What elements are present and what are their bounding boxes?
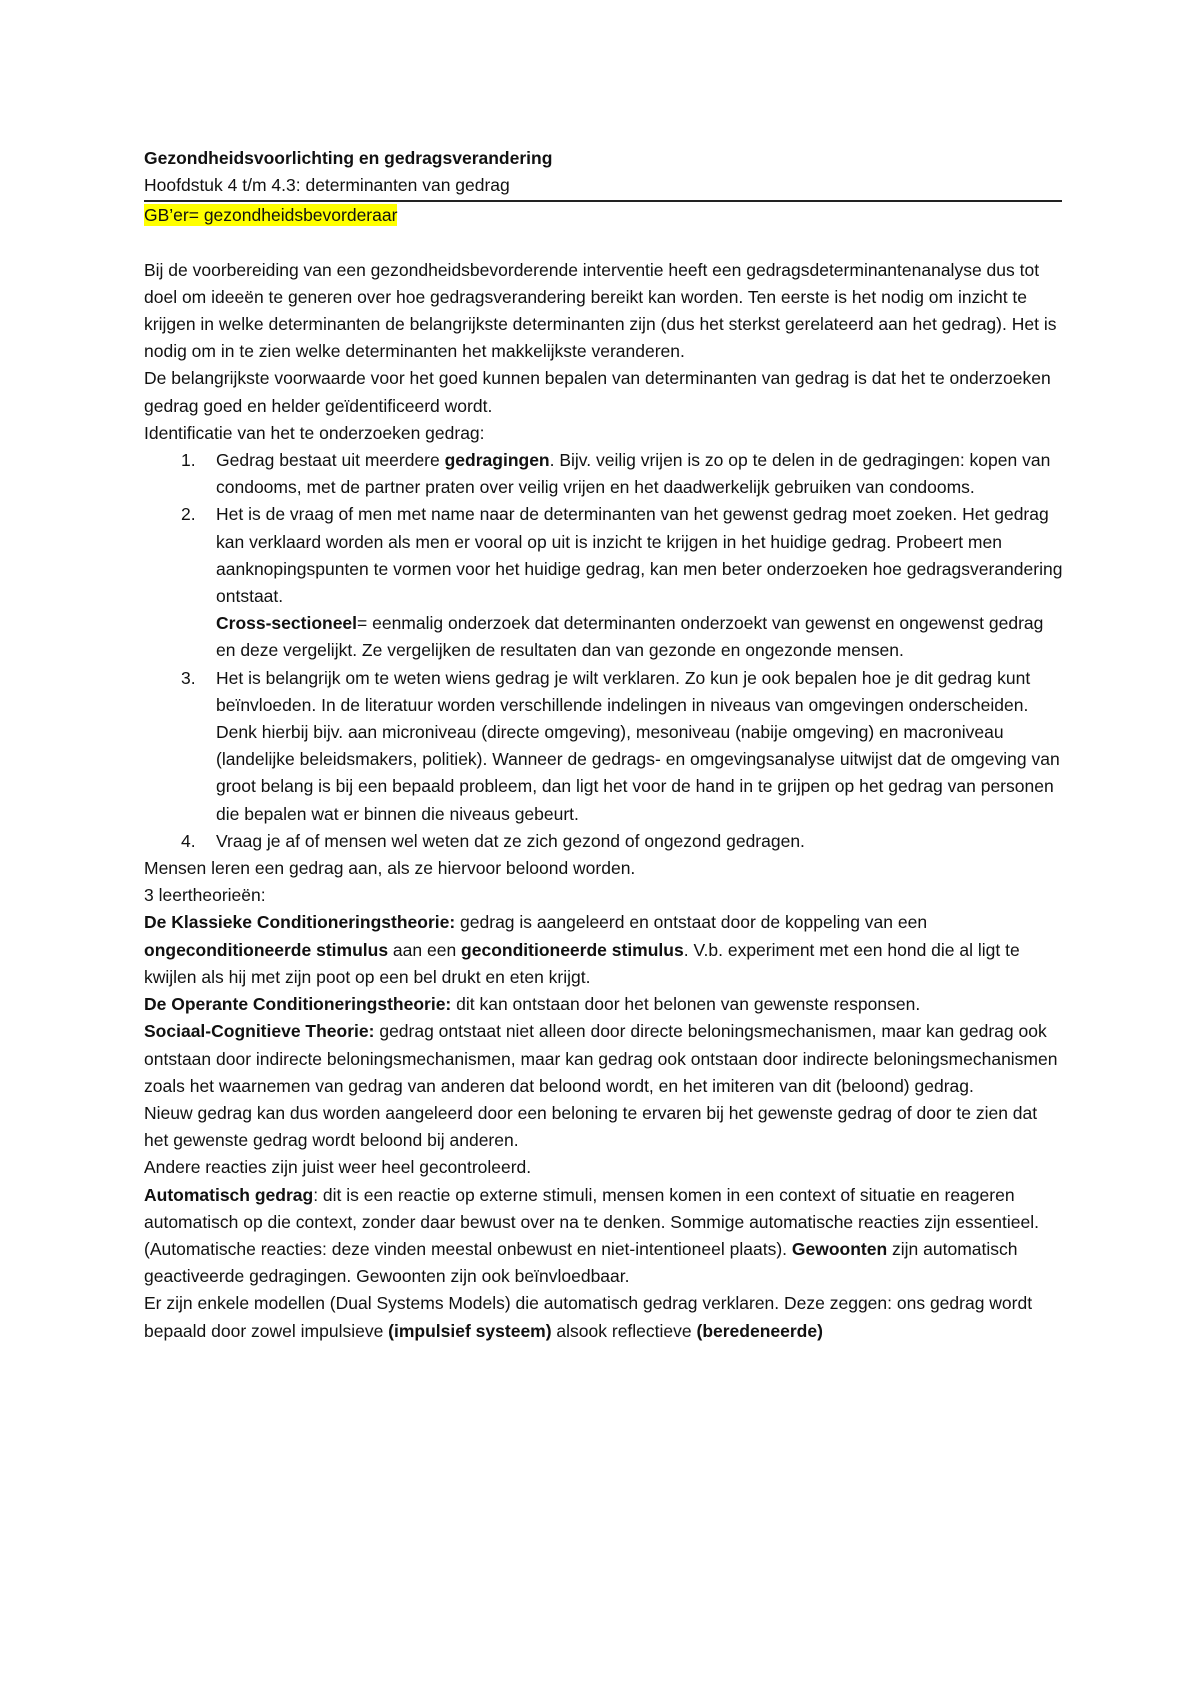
controlled-reactions-paragraph: Andere reacties zijn juist weer heel gecontroleerd.: [144, 1157, 532, 1178]
conditioned-stimulus-term: geconditioneerde stimulus: [461, 939, 684, 960]
list-item: [144, 447, 1064, 501]
document-body: [144, 145, 1064, 1345]
learning-theories-heading: 3 leertheorieën:: [144, 885, 266, 906]
list-item-text: Het is de vraag of men met name naar de determinanten van het gewenst gedrag moet zoeken. Het gedrag kan verklaard worden als men er vooral op uit is inzicht te krijgen in het huidige gedrag. Probeert men aanknopingspunten te vormen voor het huidige gedrag, kan men beter onderzoeken hoe gedragsverandering ontstaat.: [216, 504, 1063, 607]
classical-conditioning-paragraph: [144, 909, 1064, 991]
operant-conditioning-paragraph: [144, 991, 1064, 1018]
list-number: 1.: [181, 450, 196, 471]
habits-text: zijn automatisch geactiveerde gedragingen. Gewoonten zijn ook beïnvloedbaar.: [144, 1238, 1018, 1287]
list-item: [144, 501, 1064, 664]
social-cognitive-term: Sociaal-Cognitieve Theorie:: [144, 1021, 375, 1042]
cross-sectional-definition: = eenmalig onderzoek dat determinanten onderzoekt van gewenst en ongewenst gedrag en deze vergelijkt. Ze vergelijken de resultaten dan van gezonde en ongezonde mensen.: [216, 613, 1044, 661]
list-number: 4.: [181, 830, 196, 851]
impulsive-system-term: (impulsief systeem): [388, 1320, 552, 1341]
list-item-text-post: . Bijv. veilig vrijen is zo op te delen in de gedragingen: kopen van condooms, met de partner praten over veilig vrijen en het daadwerkelijk gebruiken van condooms.: [216, 450, 1051, 498]
reasoned-term: (beredeneerde): [696, 1320, 823, 1341]
learning-paragraph: Mensen leren een gedrag aan, als ze hiervoor beloond worden.: [144, 858, 636, 879]
automatic-behavior-paragraph: [144, 1182, 1064, 1291]
classical-conditioning-term: De Klassieke Conditioneringstheorie:: [144, 912, 456, 933]
automatic-behavior-text: : dit is een reactie op externe stimuli, mensen komen in een context of situatie en reageren automatisch op die context, zonder daar bewust over na te denken. Sommige automatische reacties zijn essentieel. (Automatische reacties: deze vinden meestal onbewust en niet-intentioneel plaats).: [144, 1184, 1039, 1259]
list-item: [144, 665, 1064, 828]
identification-heading: Identificatie van het te onderzoeken gedrag:: [144, 422, 485, 443]
operant-conditioning-term: De Operante Conditioneringstheorie:: [144, 994, 452, 1015]
cross-sectional-term: Cross-sectioneel: [216, 613, 358, 634]
intro-paragraph: Bij de voorbereiding van een gezondheidsbevorderende interventie heeft een gedragsdeterminantenanalyse dus tot doel om ideeën te generen over hoe gedragsverandering bereikt kan worden. Ten eerste is het nodig om inzicht te krijgen in welke determinanten de belangrijkste determinanten zijn (dus het sterkst gerelateerd aan het gedrag). Het is nodig om in te zien welke determinanten het makkelijkste veranderen.: [144, 259, 1057, 362]
dual-systems-text-a: Er zijn enkele modellen (Dual Systems Models) die automatisch gedrag verklaren. Deze zeggen: ons gedrag wordt bepaald door zowel impulsieve: [144, 1293, 1033, 1341]
list-number: 2.: [181, 504, 196, 525]
list-item: [144, 828, 1064, 855]
list-item-text-pre: Gedrag bestaat uit meerdere: [216, 450, 445, 471]
list-number: 3.: [181, 667, 196, 688]
list-item-text: Vraag je af of mensen wel weten dat ze zich gezond of ongezond gedragen.: [216, 830, 805, 851]
social-cognitive-text: gedrag ontstaat niet alleen door directe beloningsmechanismen, maar kan gedrag ook ontstaan door indirecte beloningsmechanismen, maar kan gedrag ook ontstaan door indirecte beloningsmechanismen zoals het waarnemen van gedrag van anderen dat beloond wordt, en het imiteren van dit (beloond) gedrag.: [144, 1021, 1058, 1096]
list-item-bold: gedragingen: [444, 450, 550, 471]
highlighted-definition: [144, 202, 1064, 229]
classical-text-c: aan een: [388, 939, 462, 960]
dual-systems-text-c: alsook reflectieve: [551, 1320, 697, 1341]
list-item-text: Het is belangrijk om te weten wiens gedrag je wilt verklaren. Zo kun je ook bepalen hoe je dit gedrag kunt beïnvloeden. In de literatuur worden verschillende indelingen in niveaus van omgevingen onderscheiden. Denk hierbij bijv. aan microniveau (directe omgeving), mesoniveau (nabije omgeving) en macroniveau (landelijke beleidsmakers, politiek). Wanneer de gedrags- en omgevingsanalyse uitwijst dat de omgeving van groot belang is bij een bepaald probleem, dan ligt het voor de hand in te grijpen op het gedrag van personen die bepalen wat er binnen die niveaus gebeurt.: [216, 667, 1060, 824]
social-cognitive-paragraph: [144, 1018, 1064, 1100]
dual-systems-paragraph: [144, 1290, 1064, 1344]
highlighted-text: GB’er= gezondheidsbevorderaar: [144, 205, 398, 226]
habits-term: Gewoonten: [791, 1238, 888, 1259]
numbered-list: [144, 447, 1064, 855]
new-behavior-paragraph: Nieuw gedrag kan dus worden aangeleerd door een beloning te ervaren bij het gewenste gedrag of door te zien dat het gewenste gedrag wordt beloond bij anderen.: [144, 1102, 1038, 1151]
intro-paragraph-requirement: De belangrijkste voorwaarde voor het goed kunnen bepalen van determinanten van gedrag is dat het te onderzoeken gedrag goed en helder geïdentificeerd wordt.: [144, 368, 1051, 416]
operant-text: dit kan ontstaan door het belonen van gewenste responsen.: [451, 994, 921, 1015]
classical-text-a: gedrag is aangeleerd en ontstaat door de koppeling van een: [455, 912, 928, 933]
document-title: Gezondheidsvoorlichting en gedragsverandering: [144, 148, 553, 168]
spacer: [144, 230, 1064, 257]
unconditioned-stimulus-term: ongeconditioneerde stimulus: [144, 939, 389, 960]
classical-text-d: . V.b. experiment met een hond die al ligt te kwijlen als hij met zijn poot op een bel drukt en eten krijgt.: [144, 939, 1020, 987]
document-subtitle: Hoofdstuk 4 t/m 4.3: determinanten van gedrag: [144, 175, 510, 196]
automatic-behavior-term: Automatisch gedrag: [144, 1184, 314, 1205]
